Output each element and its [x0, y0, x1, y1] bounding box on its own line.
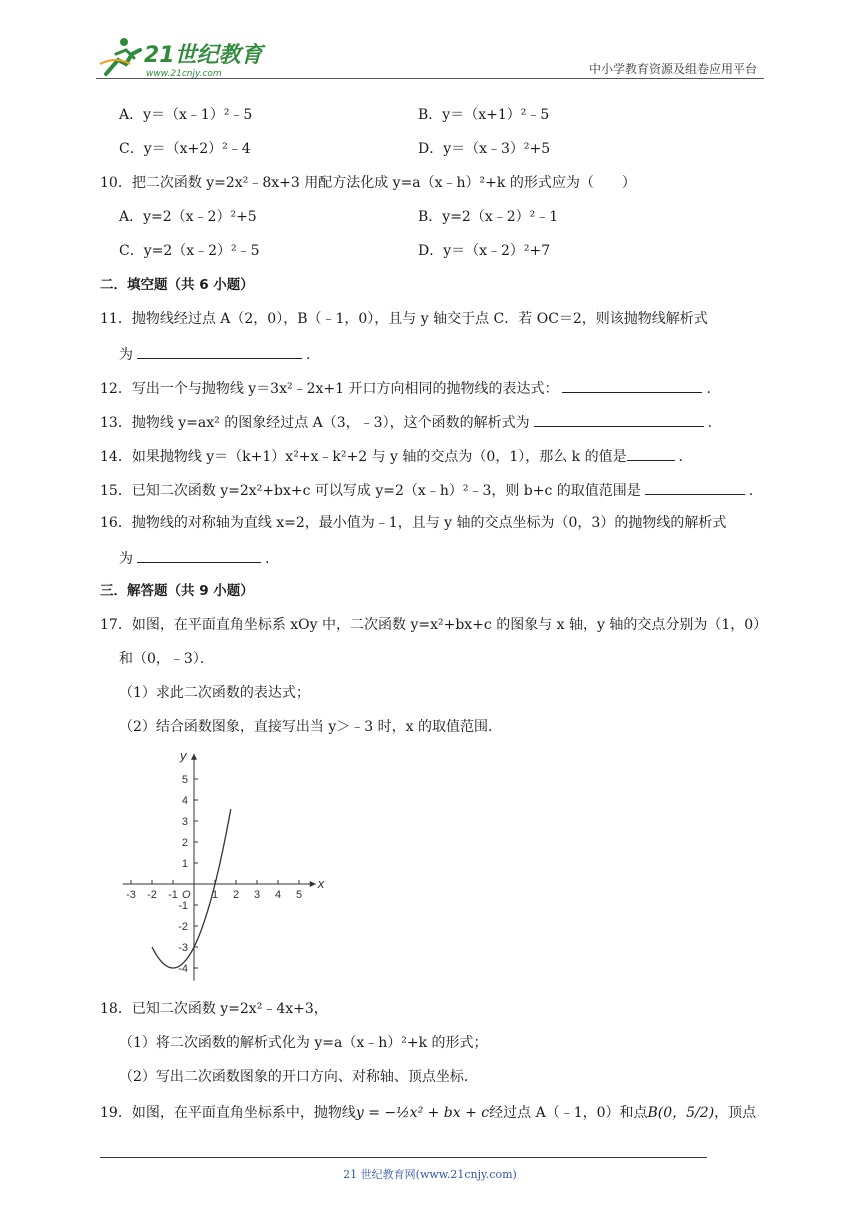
x-tick-label: -2	[147, 889, 157, 901]
q19-point-b: B(0，5/2)	[647, 1105, 715, 1121]
section-answer-title: 三．解答题（共 9 小题）	[100, 583, 254, 599]
platform-name: 中小学教育资源及组卷应用平台	[588, 62, 757, 76]
q10-option-a: A．y=2（x﹣2）²+5	[119, 209, 257, 225]
y-tick-label: -3	[178, 942, 188, 954]
question-12: 12．写出一个与抛物线 y＝3x²﹣2x+1 开口方向相同的抛物线的表达式： .	[100, 378, 711, 398]
question-17-part-2: （2）结合函数图象，直接写出当 y＞﹣3 时，x 的取值范围．	[119, 719, 502, 735]
parabola-curve	[152, 809, 231, 968]
question-10: 10．把二次函数 y=2x²﹣8x+3 用配方法化成 y=a（x﹣h）²+k 的形式应为（ ）	[100, 175, 636, 191]
question-15: 15．已知二次函数 y=2x²+bx+c 可以写成 y=2（x﹣h）²﹣3，则 b+c 的取值范围是 .	[100, 480, 753, 500]
question-18: 18．已知二次函数 y=2x²﹣4x+3，	[100, 1001, 328, 1017]
origin-label: O	[182, 889, 191, 901]
footer-text: 21 世纪教育网(www.21cnjy.com)	[343, 1168, 517, 1181]
y-tick-label: -1	[178, 900, 188, 912]
x-axis-arrow	[310, 881, 316, 887]
question-18-part-2: （2）写出二次函数图象的开口方向、对称轴、顶点坐标．	[119, 1069, 478, 1085]
y-tick-label: -4	[178, 963, 188, 975]
y-tick-label: 3	[181, 816, 188, 828]
x-axis-label: x	[317, 876, 325, 891]
q10-option-d: D．y＝（x﹣2）²+7	[418, 243, 551, 259]
y-axis-label: y	[180, 747, 187, 763]
x-tick-label: -3	[126, 889, 136, 901]
y-tick-label: 2	[181, 837, 188, 849]
y-tick-label: -2	[178, 921, 188, 933]
y-tick-label: 4	[181, 795, 188, 807]
q9-option-b: B．y＝（x+1）²﹣5	[418, 107, 550, 123]
site-logo	[96, 34, 266, 82]
question-11: 11．抛物线经过点 A（2，0），B（﹣1，0），且与 y 轴交于点 C．若 OC＝2，则该抛物线解析式	[100, 311, 708, 327]
y-tick-label: 5	[181, 774, 188, 786]
q10-option-c: C．y=2（x﹣2）²﹣5	[119, 243, 260, 259]
question-13: 13．抛物线 y=ax² 的图象经过点 A（3，﹣3），这个函数的解析式为 .	[100, 412, 712, 432]
x-tick-label: 1	[211, 889, 219, 901]
header-divider	[96, 78, 764, 79]
q9-option-a: A．y＝（x﹣1）²﹣5	[119, 107, 253, 123]
question-18-part-1: （1）将二次函数的解析式化为 y=a（x﹣h）²+k 的形式；	[119, 1035, 488, 1051]
question-17-cont: 和（0，﹣3）．	[119, 651, 214, 667]
x-tick-label: 4	[274, 889, 282, 901]
question-11-cont: 为 .	[119, 344, 310, 364]
question-17-part-1: （1）求此二次函数的表达式；	[119, 685, 310, 701]
q19-formula: y = −½x² + bx + c	[355, 1105, 490, 1121]
runner-icon	[100, 38, 140, 74]
logo-main-text: 21世纪教育	[144, 43, 263, 68]
x-tick-label: 5	[295, 889, 303, 901]
footer-divider	[100, 1157, 707, 1158]
parabola-graph	[112, 747, 325, 978]
q9-option-c: C．y＝（x+2）²﹣4	[119, 141, 251, 157]
y-tick-label: 1	[181, 858, 188, 870]
logo-url-text: www.21cnjy.com	[146, 69, 222, 79]
q9-option-d: D．y＝（x﹣3）²+5	[418, 141, 551, 157]
x-tick-label: 2	[232, 889, 240, 901]
section-fill-in-title: 二．填空题（共 6 小题）	[100, 277, 254, 293]
x-tick-label: 3	[253, 889, 261, 901]
question-16: 16．抛物线的对称轴为直线 x=2，最小值为﹣1，且与 y 轴的交点坐标为（0，3）的抛物线的解析式	[100, 515, 727, 531]
y-axis-arrow	[191, 754, 197, 760]
question-19: 19．如图，在平面直角坐标系中，抛物线y = −½x² + bx + c经过点 A（﹣1，0）和点B(0，5/2)，顶点	[100, 1105, 757, 1121]
question-17: 17．如图，在平面直角坐标系 xOy 中，二次函数 y=x²+bx+c 的图象与 x 轴，y 轴的交点分别为（1，0）	[100, 617, 768, 633]
q10-option-b: B．y=2（x﹣2）²﹣1	[418, 209, 559, 225]
question-16-cont: 为 .	[119, 548, 269, 568]
question-14: 14．如果抛物线 y＝（k+1）x²+x﹣k²+2 与 y 轴的交点为（0，1），那么 k 的值是 .	[100, 446, 683, 466]
x-tick-label: -1	[168, 889, 178, 901]
